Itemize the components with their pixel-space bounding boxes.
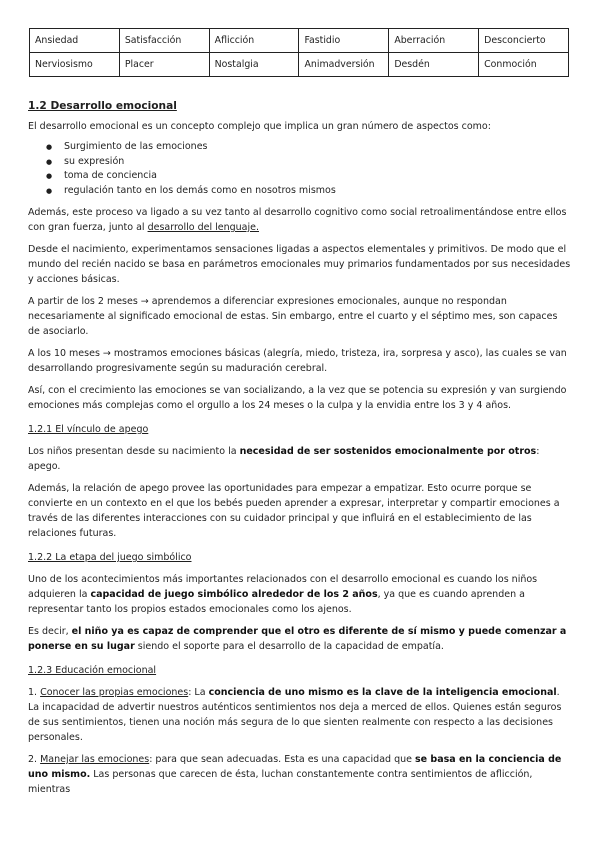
- know-emotions-link[interactable]: Conocer las propias emociones: [40, 687, 189, 698]
- table-cell: Animadversión: [299, 53, 389, 77]
- bold-text: necesidad de ser sostenidos emocionalmente por otros: [239, 446, 537, 457]
- text: , ya que es cuando aprenden a representar tanto los propios estados emocionales como los ajenos.: [28, 589, 525, 615]
- list-item: ● toma de conciencia: [46, 169, 572, 184]
- paragraph-attachment-empathy: Además, la relación de apego provee las oportunidades para empezar a empatizar. Esto ocurre porque se convierte en un contexto en el que los bebés pueden aprender a expresar, interpretar y compartir emociones a través de las diferentes interacciones con su cuidador principal y que influirá en el establecimiento de las relaciones futuras.: [28, 483, 560, 539]
- text: Uno de los acontecimientos más importantes relacionados con el desarrollo emocional es cuando los niños adquieren la: [28, 574, 538, 600]
- table-cell: Ansiedad: [30, 29, 120, 53]
- table-cell: Aberración: [389, 29, 479, 53]
- table-cell: Satisfacción: [119, 29, 209, 53]
- text: . La incapacidad de advertir nuestros auténticos sentimientos nos deja a merced de ellos. Quienes están seguros de sus sentimientos, tienen una noción más segura de lo que sienten realmente con respecto a las decisiones personales.: [28, 687, 562, 743]
- text: Es decir,: [28, 626, 72, 637]
- list-item: ● su expresión: [46, 155, 572, 170]
- paragraph-socialization: Así, con el crecimiento las emociones se van socializando, a la vez que se potencia su expresión y van surgiendo emociones más complejas como el orgullo a los 24 meses o la culpa y la envidia entre los 3 y 4 años.: [28, 385, 567, 411]
- emotions-table-body: [30, 29, 569, 77]
- paragraph-2-months: A partir de los 2 meses → aprendemos a diferenciar expresiones emocionales, aunque no respondan necesariamente al significado emocional de estas. Sin embargo, entre el cuarto y el séptimo mes, son capaces de asociarlo.: [28, 296, 558, 337]
- table-cell: Nerviosismo: [30, 53, 120, 77]
- list-item: ● Surgimiento de las emociones: [46, 140, 572, 155]
- text: : apego.: [28, 446, 540, 472]
- text: : para que sean adecuadas. Esta es una capacidad que: [149, 754, 415, 765]
- bold-text: conciencia de uno mismo es la clave de la inteligencia emocional: [208, 687, 557, 698]
- section-intro: El desarrollo emocional es un concepto complejo que implica un gran número de aspectos como:: [28, 121, 491, 132]
- list-item-know-emotions: [28, 685, 572, 745]
- table-cell: Desdén: [389, 53, 479, 77]
- table-cell: Nostalgia: [209, 53, 299, 77]
- document-page: [28, 28, 572, 797]
- bold-text: capacidad de juego simbólico alrededor de los 2 años: [90, 589, 378, 600]
- text: siendo el soporte para el desarrollo de la capacidad de empatía.: [134, 641, 444, 652]
- table-cell: Conmoción: [479, 53, 569, 77]
- language-development-link[interactable]: desarrollo del lenguaje.: [147, 222, 259, 233]
- table-cell: Placer: [119, 53, 209, 77]
- paragraph-birth: Desde el nacimiento, experimentamos sensaciones ligadas a aspectos elementales y primitivos. De modo que el mundo del recién nacido se basa en parámetros emocionales muy primarios fundamentados por sus necesidades y acciones básicas.: [28, 244, 571, 285]
- paragraph-attachment-need: [28, 444, 572, 474]
- text: Las personas que carecen de ésta, luchan constantemente contra sentimientos de aflicción, mientras: [28, 769, 533, 795]
- subsection-title-symbolic-play: 1.2.2 La etapa del juego simbólico: [28, 552, 192, 563]
- bold-text: el niño ya es capaz de comprender que el otro es diferente de sí mismo y puede comenzar a ponerse en su lugar: [28, 626, 567, 652]
- paragraph-symbolic-play: [28, 572, 572, 617]
- subsection-title-emotional-education: 1.2.3 Educación emocional: [28, 665, 157, 676]
- table-cell: Fastidio: [299, 29, 389, 53]
- table-cell: Aflicción: [209, 29, 299, 53]
- section-title: 1.2 Desarrollo emocional: [28, 100, 177, 112]
- table-row: [30, 53, 569, 77]
- subsection-title-attachment: 1.2.1 El vínculo de apego: [28, 424, 149, 435]
- paragraph-10-months: A los 10 meses → mostramos emociones básicas (alegría, miedo, tristeza, ira, sorpresa y asco), las cuales se van desarrollando progresivamente según su maduración cerebral.: [28, 348, 567, 374]
- list-item-manage-emotions: [28, 752, 572, 797]
- paragraph-cognitive: [28, 205, 572, 235]
- aspects-list: [28, 140, 572, 198]
- item-number: 1.: [28, 687, 41, 698]
- table-cell: Desconcierto: [479, 29, 569, 53]
- list-item: ● regulación tanto en los demás como en nosotros mismos: [46, 184, 572, 199]
- emotions-table: [29, 28, 569, 77]
- item-number: 2.: [28, 754, 41, 765]
- paragraph-text: Además, este proceso va ligado a su vez tanto al desarrollo cognitivo como social retroalimentándose entre ellos con gran fuerza, junto al: [28, 207, 567, 233]
- text: : La: [188, 687, 209, 698]
- bold-text: se basa en la conciencia de uno mismo.: [28, 754, 562, 780]
- manage-emotions-link[interactable]: Manejar las emociones: [40, 754, 150, 765]
- paragraph-empathy: [28, 624, 572, 654]
- text: Los niños presentan desde su nacimiento la: [28, 446, 240, 457]
- table-row: [30, 29, 569, 53]
